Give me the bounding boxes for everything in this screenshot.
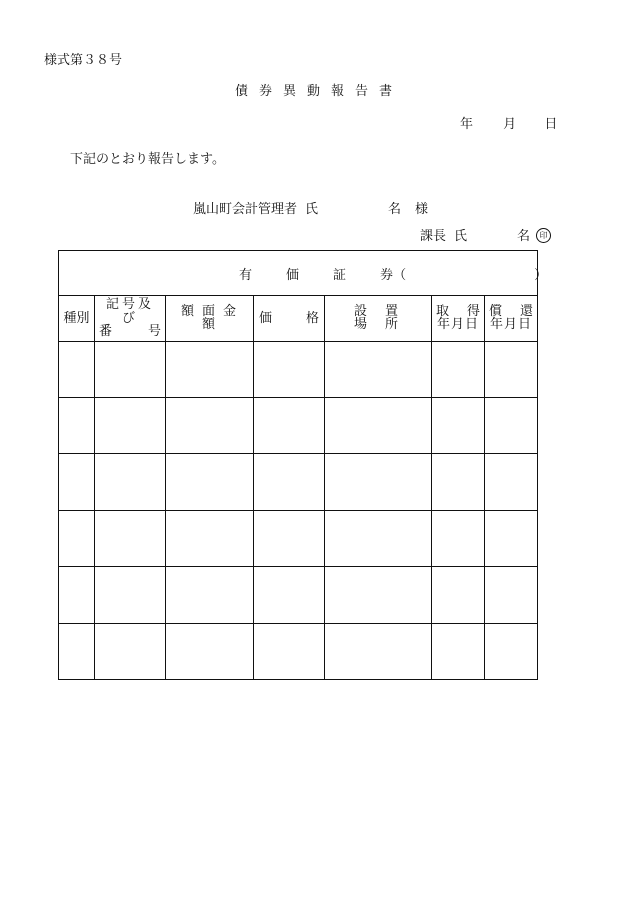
- seal-mark-icon: 印: [536, 228, 551, 243]
- table-cell[interactable]: [59, 623, 95, 679]
- header-location-label: 設置場所: [353, 303, 416, 333]
- table-cell[interactable]: [485, 398, 538, 454]
- header-symbol-line2-b: 号: [147, 324, 161, 340]
- table-cell[interactable]: [166, 454, 254, 510]
- header-type: [59, 296, 95, 341]
- header-face-value-label: 額面金額: [180, 303, 244, 333]
- table-cell[interactable]: [325, 623, 432, 679]
- caption-paren-close: ）: [534, 267, 548, 283]
- table-cell[interactable]: [485, 341, 538, 397]
- header-price-b: 格: [305, 310, 319, 326]
- table-cell[interactable]: [254, 454, 325, 510]
- header-redeemed-line1-b: 還: [519, 303, 533, 319]
- addressee-honorific: 様: [415, 202, 429, 217]
- header-symbol-line2-a: 番: [99, 324, 113, 340]
- table-cell[interactable]: [59, 454, 95, 510]
- intro-text: 下記のとおり報告します。: [70, 152, 225, 167]
- securities-table: [58, 250, 548, 680]
- table-cell[interactable]: [325, 398, 432, 454]
- header-symbol-number: [95, 296, 166, 341]
- table-cell[interactable]: [432, 398, 485, 454]
- table-cell[interactable]: [166, 341, 254, 397]
- table-cell[interactable]: [95, 623, 166, 679]
- table-body: [59, 341, 538, 679]
- header-redeemed-line1-a: 償: [489, 303, 503, 319]
- table-row: [59, 341, 538, 397]
- table-header-row: [59, 296, 538, 341]
- addressee-shi-label: 氏: [305, 202, 319, 217]
- reporter-line: [420, 229, 551, 244]
- table-row: [59, 398, 538, 454]
- addressee-line: [193, 203, 428, 216]
- table-cell[interactable]: [95, 454, 166, 510]
- table-row: [59, 623, 538, 679]
- table-row: [59, 454, 538, 510]
- date-day-label: 日: [544, 117, 558, 132]
- header-redeemed-line2: 年月日: [489, 317, 532, 333]
- table-cell[interactable]: [59, 341, 95, 397]
- caption-paren-open: （: [393, 267, 407, 283]
- table-cell[interactable]: [432, 341, 485, 397]
- header-redeemed-text: [485, 305, 537, 332]
- table-cell[interactable]: [254, 623, 325, 679]
- reporter-shi-label: 氏: [454, 229, 468, 244]
- caption-word-1: 有: [239, 267, 253, 283]
- table-cell[interactable]: [166, 623, 254, 679]
- table-cell[interactable]: [254, 567, 325, 623]
- date-year-label: 年: [460, 117, 474, 132]
- table-cell[interactable]: [432, 454, 485, 510]
- table-cell[interactable]: [325, 341, 432, 397]
- addressee-org: 嵐山町会計管理者: [193, 202, 298, 217]
- table-cell[interactable]: [59, 567, 95, 623]
- table-cell[interactable]: [325, 510, 432, 566]
- table-cell[interactable]: [166, 510, 254, 566]
- header-symbol-line1: 記号及び: [105, 297, 154, 326]
- caption-word-4: 券: [380, 267, 394, 283]
- header-location: [325, 296, 432, 341]
- table-cell[interactable]: [432, 567, 485, 623]
- table-cell[interactable]: [166, 567, 254, 623]
- header-type-label: 種別: [63, 310, 90, 326]
- table-cell[interactable]: [325, 454, 432, 510]
- table-cell[interactable]: [432, 623, 485, 679]
- header-acquired-line1-a: 取: [436, 303, 450, 319]
- header-price-a: 価: [259, 310, 273, 326]
- header-acquired-line2: 年月日: [436, 317, 479, 333]
- date-line: [460, 118, 557, 131]
- caption-word-3: 証: [333, 267, 347, 283]
- table-caption-row: [59, 251, 538, 296]
- caption-text: [149, 267, 548, 283]
- table-cell[interactable]: [254, 341, 325, 397]
- reporter-name-label: 名: [517, 229, 531, 244]
- date-month-label: 月: [503, 117, 517, 132]
- header-redeemed-date: [485, 296, 538, 341]
- header-price: [254, 296, 325, 341]
- caption-word-2: 価: [286, 267, 300, 283]
- table-row: [59, 567, 538, 623]
- table-cell[interactable]: [254, 398, 325, 454]
- table-row: [59, 510, 538, 566]
- table-cell[interactable]: [59, 510, 95, 566]
- table-cell[interactable]: [432, 510, 485, 566]
- table-cell[interactable]: [485, 510, 538, 566]
- header-acquired-date: [432, 296, 485, 341]
- document-title: 債券異動報告書: [234, 84, 403, 99]
- header-acquired-line1-b: 得: [466, 303, 480, 319]
- header-symbol-number-text: [95, 298, 165, 339]
- table-cell[interactable]: [95, 341, 166, 397]
- table-caption: [59, 251, 548, 296]
- table-cell[interactable]: [485, 454, 538, 510]
- table-cell[interactable]: [95, 567, 166, 623]
- header-symbol-line2: [99, 325, 161, 339]
- reporter-title: 課長: [420, 229, 447, 244]
- table-cell[interactable]: [485, 567, 538, 623]
- table-cell[interactable]: [325, 567, 432, 623]
- table-cell[interactable]: [485, 623, 538, 679]
- addressee-name-label: 名: [388, 202, 402, 217]
- header-price-text: [254, 312, 324, 326]
- header-acquired-text: [432, 305, 484, 332]
- table-cell[interactable]: [254, 510, 325, 566]
- header-face-value: [166, 296, 254, 341]
- table-cell[interactable]: [95, 510, 166, 566]
- table-cell[interactable]: [59, 398, 95, 454]
- table-cell[interactable]: [95, 398, 166, 454]
- table-cell[interactable]: [166, 398, 254, 454]
- form-number: 様式第３８号: [44, 53, 123, 68]
